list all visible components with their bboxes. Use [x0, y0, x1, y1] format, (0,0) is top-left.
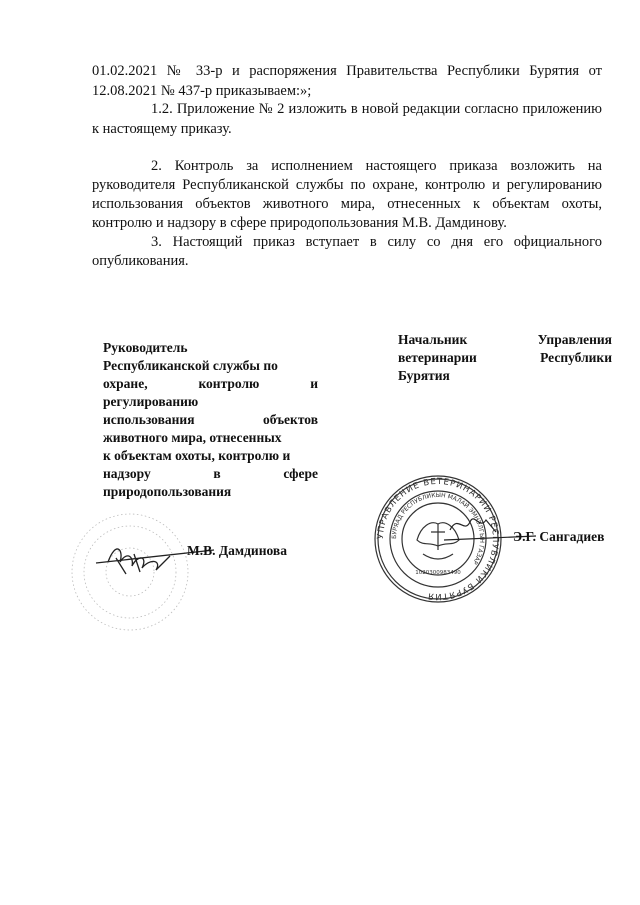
left-signatory-title-line: Руководитель [103, 340, 188, 355]
body-line: руководителя Республиканской службы по охране, контролю и регулированию [92, 177, 602, 193]
left-signatory-title-line: регулированию [103, 394, 199, 409]
body-line: 12.08.2021 № 437-р приказываем:»; [92, 83, 312, 99]
left-signatory-title-line: охране, контролю и [103, 376, 318, 391]
left-signatory-title-line: Республиканской службы по [103, 358, 278, 373]
seal-number: 1020300983490 [415, 570, 461, 576]
body-line: 1.2. Приложение № 2 изложить в новой редакции согласно приложению [151, 101, 602, 117]
body-line: к настоящему приказу. [92, 121, 232, 137]
left-signatory-title-line: к объектам охоты, контролю и [103, 448, 291, 463]
seal-outer-text: УПРАВЛЕНИЕ ВЕТЕРИНАРИИ РЕСПУБЛИКИ БУРЯТИЯ [375, 476, 501, 602]
body-line: 3. Настоящий приказ вступает в силу со дня его официального [151, 234, 602, 250]
left-signatory-name: М.В. Дамдинова [187, 543, 287, 558]
body-line: контролю и надзору в сфере природопользования М.В. Дамдинову. [92, 215, 507, 231]
left-signatory-title-line: природопользования [103, 484, 232, 499]
body-line: 2. Контроль за исполнением настоящего приказа возложить на [151, 158, 602, 174]
right-signatory-title-line: Бурятия [398, 368, 450, 383]
left-signatory-title-line: использования объектов [103, 412, 318, 427]
right-signatory-name: Э.Г. Сангадиев [513, 529, 605, 544]
faint-stamp-and-signature [38, 500, 238, 640]
body-line: использования объектов животного мира, отнесенных к объектам охоты, [92, 196, 602, 212]
right-signatory-title-line: ветеринарии Республики [398, 350, 612, 365]
left-signatory-title-line: надзору в сфере [103, 466, 318, 481]
seal-inner-text: БУРЯАД РЕСПУБЛИКЫН МАЛАЙ ЭМНЭЛГЫН ГАЗАР [390, 491, 486, 566]
right-signatory-title-line: Начальник Управления [398, 332, 612, 347]
body-line: опубликования. [92, 253, 189, 269]
left-signatory-title-line: животного мира, отнесенных [103, 430, 282, 445]
body-line: 01.02.2021 № 33-р и распоряжения Правительства Республики Бурятия от [92, 63, 602, 79]
